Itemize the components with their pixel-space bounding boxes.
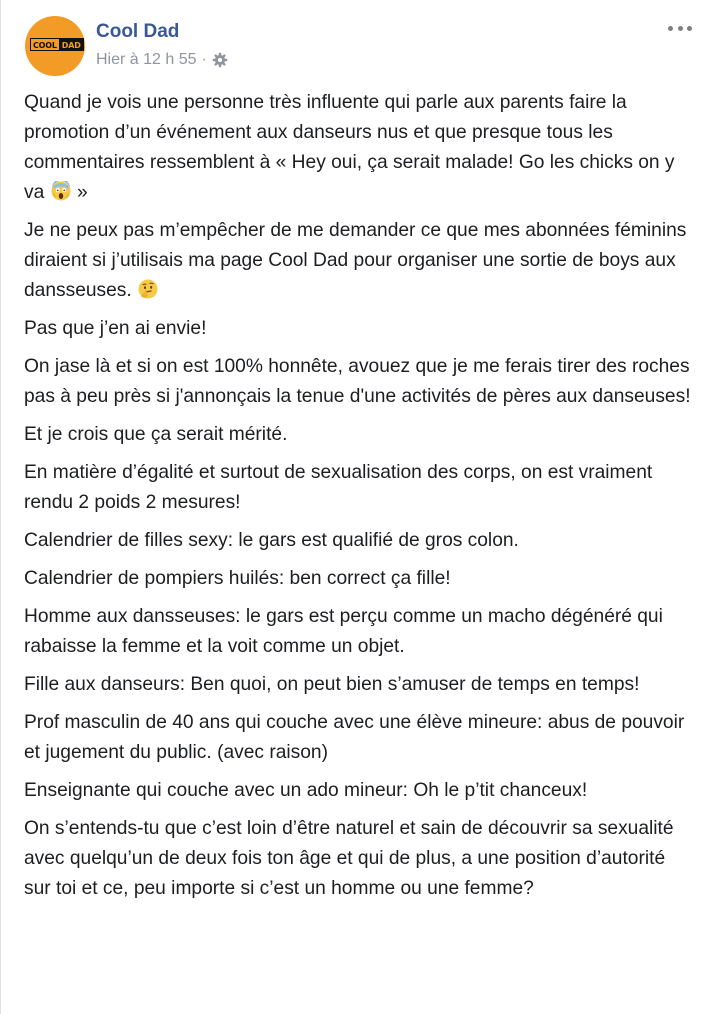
more-options-icon[interactable] [668, 18, 692, 38]
post-body [24, 88, 696, 912]
logo-dad-text: DAD [59, 38, 84, 51]
author-name[interactable]: Cool Dad [96, 21, 180, 42]
gear-icon[interactable] [212, 52, 228, 68]
post-paragraph: Et je crois que ça serait mérité. [24, 424, 288, 445]
paragraph-text: Quand je vois une personne très influente qui parle aux parents faire la promotion d’un événement aux danseurs nus et que presque tous les commentaires ressemblent à « Hey oui, ça serait malade! Go les chicks on y va [24, 92, 675, 203]
post-paragraph: Calendrier de pompiers huilés: ben correct ça fille! [24, 568, 451, 589]
more-dot [668, 26, 673, 31]
post-paragraph: On s’entends-tu que c’est loin d’être naturel et sain de découvrir sa sexualité avec quelqu’un de deux fois ton âge et qui de plus, a une position d’autorité sur toi et ce, peu importe si c’est un homme ou une femme? [24, 818, 674, 899]
post-timestamp[interactable]: Hier à 12 h 55 [96, 51, 197, 68]
post-paragraph: Fille aux danseurs: Ben quoi, on peut bien s’amuser de temps en temps! [24, 674, 640, 695]
screaming-face-emoji-icon [51, 181, 71, 201]
post-header [25, 16, 696, 78]
more-dot [678, 26, 683, 31]
post-paragraph: On jase là et si on est 100% honnête, avouez que je me ferais tirer des roches pas à peu près si j'annonçais la tenue d'une activités de pères aux danseuses! [24, 356, 691, 407]
logo-cool-text: COOL [30, 38, 59, 51]
post-paragraph [24, 88, 696, 208]
paragraph-text: Je ne peux pas m’empêcher de me demander ce que mes abonnées féminins diraient si j’utilisais ma page Cool Dad pour organiser une sortie de boys aux dansseuses. [24, 220, 687, 301]
post-paragraph [24, 216, 696, 306]
post-meta [96, 51, 228, 69]
meta-separator: · [201, 51, 207, 68]
avatar[interactable] [25, 16, 85, 76]
cool-dad-logo [30, 38, 80, 51]
post-paragraph: Enseignante qui couche avec un ado mineur: Oh le p’tit chanceux! [24, 780, 588, 801]
post-paragraph: Pas que j’en ai envie! [24, 318, 207, 339]
post-paragraph: Prof masculin de 40 ans qui couche avec une élève mineure: abus de pouvoir et jugement du public. (avec raison) [24, 712, 685, 763]
post-paragraph: En matière d’égalité et surtout de sexualisation des corps, on est vraiment rendu 2 poids 2 mesures! [24, 462, 653, 513]
more-dot [687, 26, 692, 31]
post-paragraph: Homme aux dansseuses: le gars est perçu comme un macho dégénéré qui rabaisse la femme et la voit comme un objet. [24, 606, 663, 657]
paragraph-closing-quote: » [71, 182, 88, 203]
post-paragraph: Calendrier de filles sexy: le gars est qualifié de gros colon. [24, 530, 519, 551]
thinking-face-emoji-icon [138, 279, 158, 299]
